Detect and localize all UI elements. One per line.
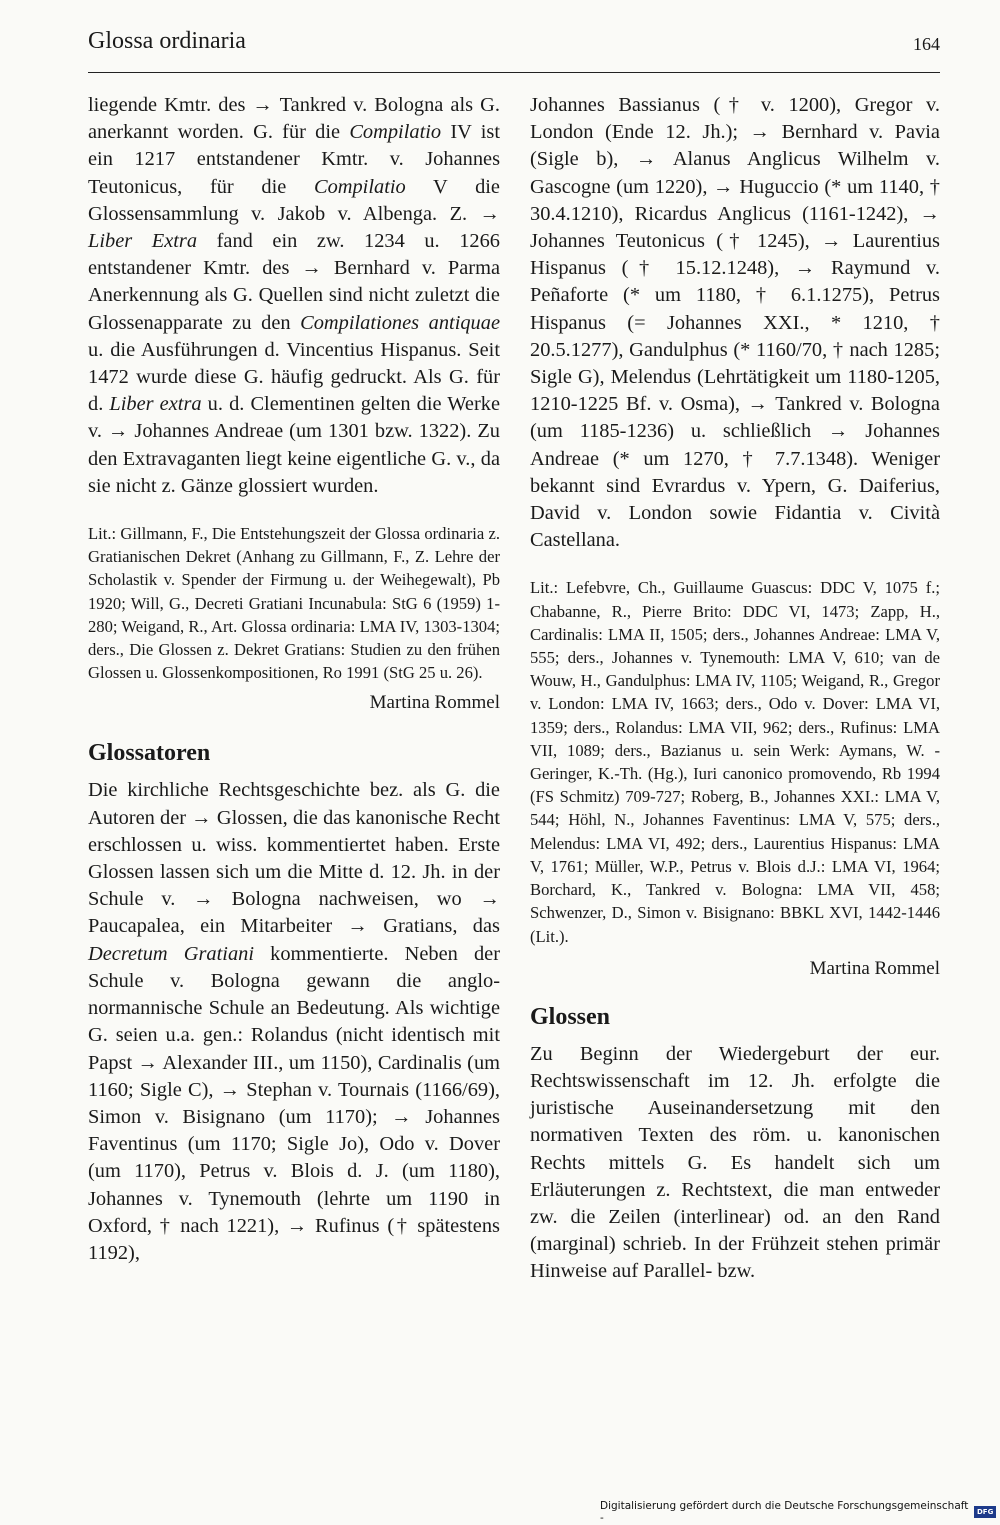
author-signature: Martina Rommel xyxy=(809,957,940,979)
paragraph-glossen: Zu Beginn der Wiedergeburt der eur. Rechtswissenschaft im 12. Jh. erfolgte die juristische Auseinandersetzung mit den normativen Texten des röm. u. kanonischen Rechts mittels G. Es handelt sich um Erläuterungen z. Rechtstext, die man entweder zw. die Zeilen (interlinear) od. an den Rand (marginal) schrieb. In der Frühzeit stehen primär Hinweise auf Parallel- bzw. xyxy=(530,1042,940,1283)
dfg-logo-icon: DFG xyxy=(974,1506,996,1518)
paragraph-glossatoren-continuation: Johannes Bassianus († v. 1200), Gregor v. London (Ende 12. Jh.); → Bernhard v. Pavia (Sigle b), → Alanus Anglicus Wilhelm v. Gascogne (um 1220), → Huguccio (* um 1140, † 30.4.1210), Ricardus Anglicus (1161-1242), → Johannes Teutonicus († 1245), → Laurentius Hispanus († 15.12.1248), → Raymund v. Peñaforte (* um 1180, † 6.1.1275), Petrus Hispanus (= Johannes XXI., * 1210, † 20.5.1277), Gandulphus (* 1160/70, † nach 1285; Sigle G), Melendus (Lehrtätigkeit um 1180-1205, 1210-1225 Bf. v. Osma), → Tankred v. Bologna (um 1185-1236) u. schließlich → Johannes Andreae (* um 1270, † 7.7.1348). Weniger bekannt sind Evrardus v. Ypern, G. Daiferius, David v. London sowie Fidantia v. Cività Castellana. xyxy=(530,94,940,552)
entry-heading-glossen: Glossen xyxy=(530,1003,611,1030)
paragraph-glossa-continuation: liegende Kmtr. des → Tankred v. Bologna als G. anerkannt worden. G. für die Compilatio IV ist ein 1217 entstandener Kmtr. v. Johannes Teutonicus, für die Compilatio V die Glossensammlung v. Jakob v. Albenga. Z. → Liber Extra fand ein zw. 1234 u. 1266 entstandener Kmtr. des → Bernhard v. Parma Anerkennung als G. Quellen sind nicht zuletzt die Glossenapparate zu den Compilationes antiquae u. die Ausführungen d. Vincentius Hispanus. Seit 1472 wurde diese G. häufig gedruckt. Als G. für d. Liber extra u. d. Clementinen gelten die Werke v. → Johannes Andreae (um 1301 bzw. 1322). Zu den Extravaganten liegt keine eigentliche G. v., da sie nicht z. Gänze glossiert wurden. xyxy=(88,94,500,497)
left-column xyxy=(88,92,500,1267)
literature-glossatoren: Lit.: Lefebvre, Ch., Guillaume Guascus: DDC V, 1075 f.; Chabanne, R., Pierre Brito: DDC VI, 1473; Zapp, H., Cardinalis: LMA II, 1505; ders., Johannes Andreae: LMA V, 555; ders., Johannes v. Tynemouth: LMA V, 610; van de Wouw, H., Gandulphus: LMA IV, 1105; Weigand, R., Gregor v. London: LMA IV, 1663; ders., Odo v. Dover: LMA VI, 1359; ders., Rolandus: LMA VII, 962; ders., Rufinus: LMA VII, 1089; ders., Bazianus u. sein Werk: Aymans, W. - Geringer, K.-Th. (Hg.), Iuri canonico promovendo, Rb 1994 (FS Schmitz) 709-727; Roberg, B., Johannes XXI.: LMA V, 544; Höhl, N., Johannes Faventinus: LMA V, 575; ders., Melendus: LMA VI, 492; ders., Laurentius Hispanus: LMA V, 1761; Müller, W.P., Petrus v. Blois d.J.: LMA VI, 1964; Borchard, K., Tankred v. Bologna: LMA VII, 458; Schwenzer, D., Simon v. Bisignano: BBKL XVI, 1442-1446 (Lit.). xyxy=(530,578,940,946)
running-title: Glossa ordinaria xyxy=(88,28,246,54)
paragraph-glossatoren: Die kirchliche Rechtsgeschichte bez. als G. die Autoren der → Glossen, die das kanonische Recht erschlossen u. wiss. kommentiertet haben. Erste Glossen lassen sich um die Mitte d. 12. Jh. in der Schule v. → Bologna nachweisen, wo → Paucapalea, ein Mitarbeiter → Gratians, das Decretum Gratiani kommentierte. Neben der Schule v. Bologna gewann die anglo-normannische Schule an Bedeutung. Als wichtige G. seien u.a. gen.: Rolandus (nicht identisch mit Papst → Alexander III., um 1150), Cardinalis (um 1160; Sigle C), → Stephan v. Tournais (1166/69), Simon v. Bisignano (um 1170); → Johannes Faventinus (um 1170; Sigle Jo), Odo v. Dover (um 1170), Petrus v. Blois d. J. (um 1180), Johannes v. Tynemouth (lehrte um 1190 in Oxford, † nach 1221), → Rufinus († spätestens 1192), xyxy=(88,779,500,1264)
page-number: 164 xyxy=(913,34,940,54)
entry-heading-glossatoren: Glossatoren xyxy=(88,740,211,767)
digitization-footer xyxy=(600,1502,1000,1522)
literature-glossa-ordinaria: Lit.: Gillmann, F., Die Entstehungszeit der Glossa ordinaria z. Gratianischen Dekret (Anhang zu Gillmann, F., Z. Lehre der Scholastik v. Spender der Firmung u. der Weihegewalt), Pb 1920; Will, G., Decreti Gratiani Incunabula: StG 6 (1959) 1-280; Weigand, R., Art. Glossa ordinaria: LMA IV, 1303-1304; ders., Die Glossen z. Dekret Gratians: Studien zu den frühen Glossen u. Glossenkompositionen, Ro 1991 (StG 25 u. 26). xyxy=(88,524,500,683)
right-column xyxy=(530,92,940,1286)
running-head xyxy=(88,28,940,73)
footer-text: Digitalisierung gefördert durch die Deutsche Forschungsgemeinschaft - xyxy=(600,1500,969,1524)
author-signature: Martina Rommel xyxy=(369,692,500,714)
